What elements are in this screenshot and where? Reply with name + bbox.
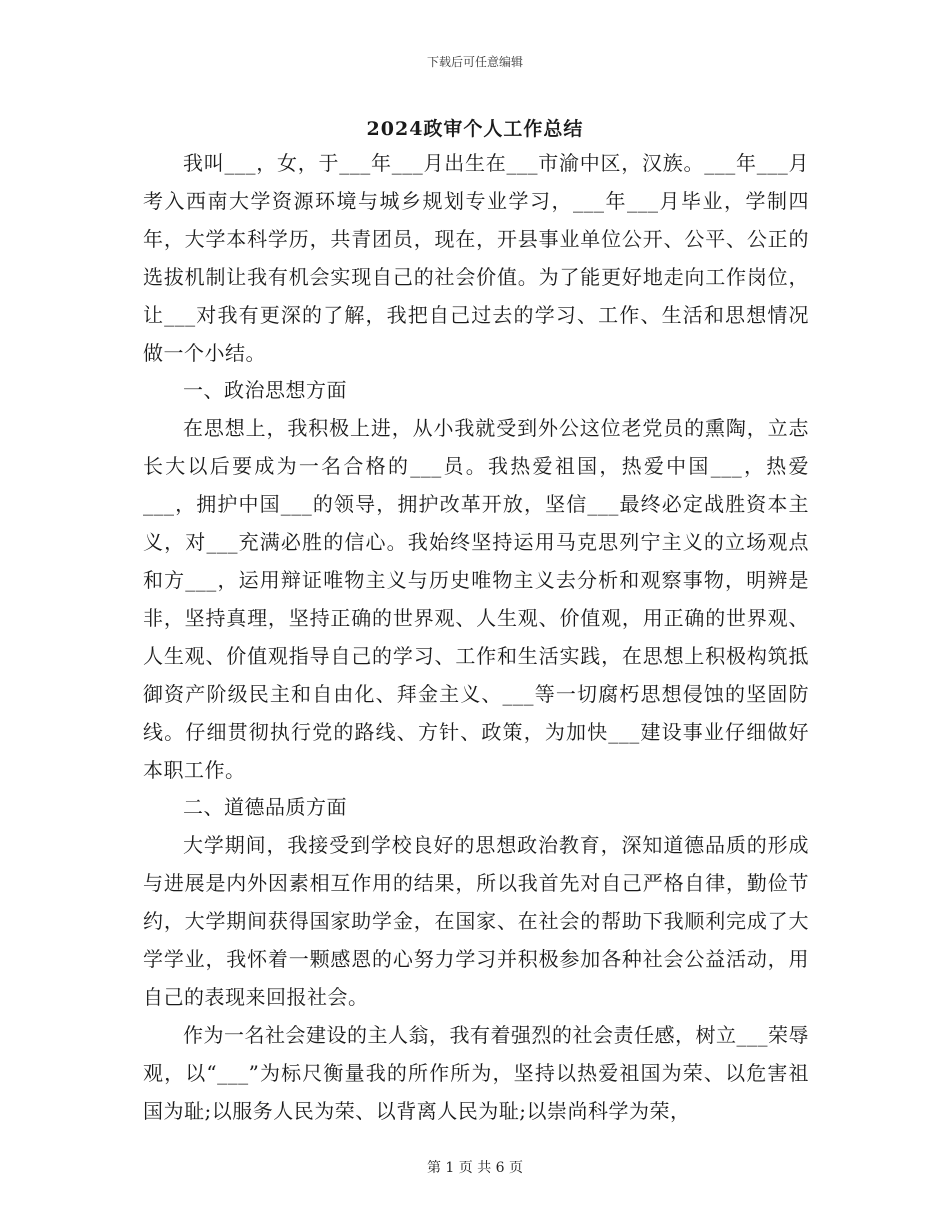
page-number: 第 1 页 共 6 页 [426,1160,524,1176]
section-heading-political: 一、政治思想方面 [183,378,347,403]
page-header-note: 下载后可任意编辑 [426,55,523,69]
paragraph-political: 在思想上，我积极上进，从小我就受到外公这位老党员的熏陶，立志长大以后要成为一名合格的___员。我热爱祖国，热爱中国___，热爱___，拥护中国___的领导，拥护改革开放，坚信___最终必定战胜资本主义，对___充满必胜的信心。我始终坚持运用马克思列宁主义的立场观点和方___，运用辩证唯物主义与历史唯物主义去分析和观察事物，明辨是非，坚持真理，坚持正确的世界观、人生观、价值观，用正确的世界观、人生观、价值观指导自己的学习、工作和生活实践，在思想上积极构筑抵御资产阶级民主和自由化、拜金主义、___等一切腐朽思想侵蚀的坚固防线。仔细贯彻执行党的路线、方针、政策，为加快___建设事业仔细做好本职工作。 [143,416,809,782]
section-heading-moral: 二、道德品质方面 [183,795,347,820]
paragraph-intro: 我叫___，女，于___年___月出生在___市渝中区，汉族。___年___月考入西南大学资源环境与城乡规划专业学习，___年___月毕业，学制四年，大学本科学历，共青团员，现在，开县事业单位公开、公平、公正的选拔机制让我有机会实现自己的社会价值。为了能更好地走向工作岗位，让___对我有更深的了解，我把自己过去的学习、工作、生活和思想情况做一个小结。 [143,151,809,365]
paragraph-responsibility: 作为一名社会建设的主人翁，我有着强烈的社会责任感，树立___荣辱观，以“___”为标尺衡量我的所作所为，坚持以热爱祖国为荣、以危害祖国为耻;以服务人民为荣、以背离人民为耻;以崇尚科学为荣， [143,1022,809,1123]
document-body [143,145,809,1131]
document-title: 2024政审个人工作总结 [366,118,584,140]
paragraph-moral: 大学期间，我接受到学校良好的思想政治教育，深知道德品质的形成与进展是内外因素相互作用的结果，所以我首先对自己严格自律，勤俭节约，大学期间获得国家助学金，在国家、在社会的帮助下我顺利完成了大学学业，我怀着一颗感恩的心努力学习并积极参加各种社会公益活动，用自己的表现来回报社会。 [143,833,809,1009]
